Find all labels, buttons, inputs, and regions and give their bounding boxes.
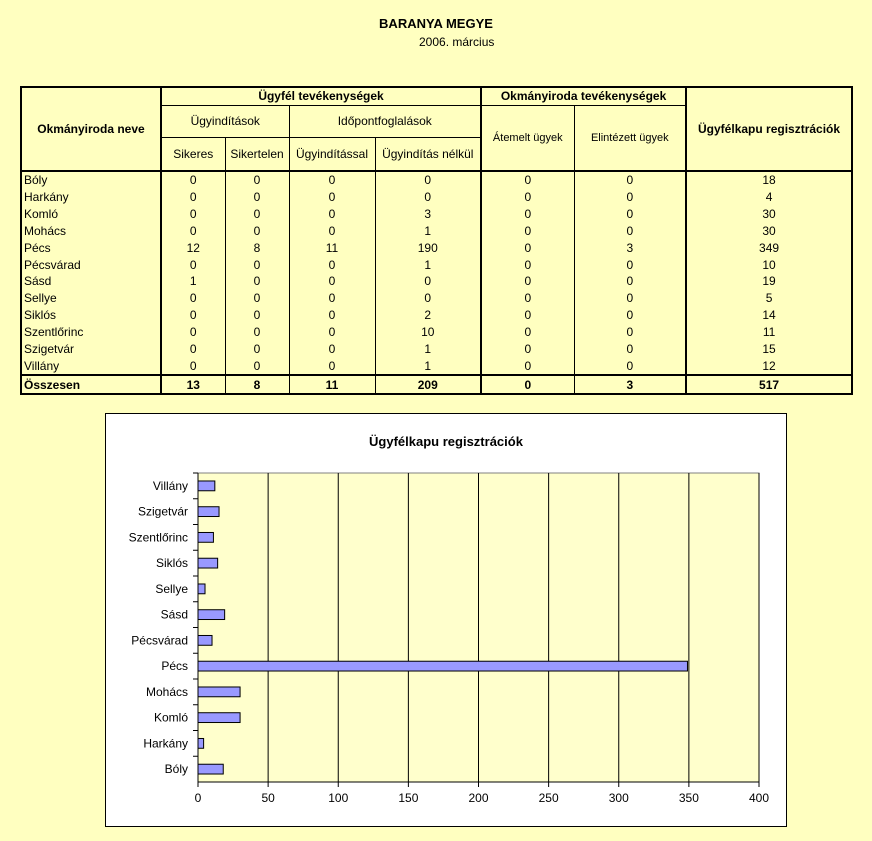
bar [198, 610, 225, 620]
value-cell: 0 [161, 206, 225, 223]
value-cell: 0 [574, 189, 686, 206]
value-cell: 0 [375, 189, 481, 206]
value-cell: 209 [375, 375, 481, 394]
header-without-case: Ügyindítás nélkül [375, 137, 481, 171]
value-cell: 0 [161, 171, 225, 189]
header-successful: Sikeres [161, 137, 225, 171]
value-cell: 0 [289, 223, 375, 240]
x-tick-label: 150 [398, 791, 419, 805]
header-transferred: Átemelt ügyek [481, 105, 574, 171]
x-tick-label: 50 [261, 791, 275, 805]
value-cell: 14 [686, 307, 852, 324]
header-group-office: Okmányiroda tevékenységek [481, 87, 686, 105]
value-cell: 0 [225, 290, 289, 307]
y-category-label: Sásd [160, 607, 188, 622]
x-tick-label: 400 [748, 791, 770, 805]
value-cell: 0 [225, 223, 289, 240]
statistics-table [20, 86, 853, 395]
value-cell: 0 [574, 340, 686, 357]
table-row [21, 171, 852, 189]
value-cell: 0 [161, 189, 225, 206]
header-appointments: Időpontfoglalások [289, 105, 481, 137]
bar [198, 738, 204, 748]
value-cell: 0 [574, 256, 686, 273]
value-cell: 4 [686, 189, 852, 206]
x-tick-label: 0 [194, 791, 202, 805]
office-name-cell: Szentlőrinc [21, 324, 161, 341]
value-cell: 0 [481, 375, 574, 394]
value-cell: 19 [686, 273, 852, 290]
value-cell: 0 [481, 223, 574, 240]
y-category-label: Sellye [155, 581, 188, 596]
bar [198, 532, 213, 542]
value-cell: 0 [161, 340, 225, 357]
value-cell: 1 [375, 340, 481, 357]
value-cell: 517 [686, 375, 852, 394]
value-cell: 8 [225, 375, 289, 394]
x-tick-label: 200 [468, 791, 489, 805]
y-category-label: Mohács [145, 684, 188, 699]
table-total-row [21, 375, 852, 394]
value-cell: 0 [481, 324, 574, 341]
x-tick-label: 250 [538, 791, 559, 805]
table-row [21, 290, 852, 307]
header-case-start: Ügyindítások [161, 105, 289, 137]
value-cell: 0 [225, 256, 289, 273]
header-office-name: Okmányiroda neve [21, 87, 161, 171]
office-name-cell: Mohács [21, 223, 161, 240]
y-category-label: Villány [152, 478, 188, 493]
bar [198, 635, 212, 645]
value-cell: 0 [161, 223, 225, 240]
value-cell: 0 [289, 307, 375, 324]
value-cell: 10 [686, 256, 852, 273]
page-subtitle: 2006. március [419, 35, 495, 49]
chart-title: Ügyfélkapu regisztrációk [369, 434, 523, 449]
office-name-cell: Pécsvárad [21, 256, 161, 273]
value-cell: 12 [161, 239, 225, 256]
value-cell: 0 [574, 290, 686, 307]
office-name-cell: Villány [21, 357, 161, 375]
value-cell: 0 [574, 171, 686, 189]
value-cell: 0 [225, 171, 289, 189]
value-cell: 0 [161, 307, 225, 324]
office-name-cell: Pécs [21, 239, 161, 256]
y-category-label: Pécsvárad [131, 633, 188, 648]
office-name-cell: Bóly [21, 171, 161, 189]
bar [198, 584, 205, 594]
value-cell: 0 [574, 206, 686, 223]
bar [198, 713, 240, 723]
value-cell: 0 [225, 340, 289, 357]
value-cell: 5 [686, 290, 852, 307]
value-cell: 0 [289, 357, 375, 375]
y-category-label: Bóly [164, 762, 188, 777]
table-row [21, 340, 852, 357]
value-cell: 11 [289, 239, 375, 256]
header-completed: Elintézett ügyek [574, 105, 686, 171]
value-cell: 0 [161, 324, 225, 341]
value-cell: 3 [574, 239, 686, 256]
value-cell: 349 [686, 239, 852, 256]
value-cell: 0 [481, 273, 574, 290]
value-cell: 0 [161, 256, 225, 273]
value-cell: 0 [161, 290, 225, 307]
value-cell: 18 [686, 171, 852, 189]
office-name-cell: Komló [21, 206, 161, 223]
y-category-label: Komló [153, 710, 188, 725]
bar [198, 764, 223, 774]
x-tick-label: 300 [608, 791, 629, 805]
value-cell: 0 [289, 206, 375, 223]
value-cell: 0 [289, 324, 375, 341]
value-cell: 30 [686, 206, 852, 223]
value-cell: 0 [289, 256, 375, 273]
value-cell: 0 [225, 307, 289, 324]
value-cell: 0 [481, 239, 574, 256]
value-cell: 1 [375, 357, 481, 375]
value-cell: 0 [225, 273, 289, 290]
value-cell: 0 [574, 307, 686, 324]
value-cell: 0 [481, 256, 574, 273]
value-cell: 15 [686, 340, 852, 357]
value-cell: 0 [289, 189, 375, 206]
table-row [21, 357, 852, 375]
value-cell: 0 [375, 171, 481, 189]
value-cell: 0 [574, 223, 686, 240]
y-category-label: Harkány [143, 736, 188, 751]
header-group-client: Ügyfél tevékenységek [161, 87, 481, 105]
office-name-cell: Harkány [21, 189, 161, 206]
office-name-cell: Sellye [21, 290, 161, 307]
bar [198, 481, 215, 491]
bar [198, 661, 687, 671]
value-cell: 0 [375, 273, 481, 290]
value-cell: 3 [375, 206, 481, 223]
y-category-label: Szigetvár [137, 504, 188, 519]
office-name-cell: Siklós [21, 307, 161, 324]
y-category-label: Siklós [155, 556, 188, 571]
value-cell: 3 [574, 375, 686, 394]
value-cell: 8 [225, 239, 289, 256]
bar [198, 507, 219, 517]
value-cell: 1 [161, 273, 225, 290]
bar-chart [106, 414, 786, 826]
value-cell: 0 [481, 307, 574, 324]
value-cell: 11 [289, 375, 375, 394]
bar [198, 687, 240, 697]
value-cell: 0 [289, 290, 375, 307]
header-unsuccessful: Sikertelen [225, 137, 289, 171]
value-cell: 0 [225, 324, 289, 341]
value-cell: 12 [686, 357, 852, 375]
value-cell: 0 [225, 357, 289, 375]
value-cell: 2 [375, 307, 481, 324]
value-cell: 0 [481, 189, 574, 206]
value-cell: 1 [375, 223, 481, 240]
bar [198, 558, 218, 568]
header-with-case: Ügyindítással [289, 137, 375, 171]
value-cell: 0 [574, 324, 686, 341]
value-cell: 1 [375, 256, 481, 273]
value-cell: 0 [225, 189, 289, 206]
value-cell: 0 [375, 290, 481, 307]
office-name-cell: Összesen [21, 375, 161, 394]
y-category-label: Pécs [161, 659, 188, 674]
chart-container [105, 413, 787, 827]
table-row [21, 307, 852, 324]
value-cell: 0 [481, 206, 574, 223]
value-cell: 0 [481, 171, 574, 189]
x-tick-label: 100 [328, 791, 349, 805]
office-name-cell: Szigetvár [21, 340, 161, 357]
value-cell: 10 [375, 324, 481, 341]
value-cell: 0 [289, 171, 375, 189]
value-cell: 30 [686, 223, 852, 240]
table-row [21, 273, 852, 290]
page-title: BARANYA MEGYE [379, 16, 493, 31]
table-row [21, 324, 852, 341]
x-tick-label: 350 [678, 791, 699, 805]
value-cell: 13 [161, 375, 225, 394]
table-row [21, 256, 852, 273]
table-row [21, 239, 852, 256]
header-registrations: Ügyfélkapu regisztrációk [686, 87, 852, 171]
value-cell: 0 [481, 340, 574, 357]
value-cell: 0 [161, 357, 225, 375]
table-row [21, 206, 852, 223]
value-cell: 0 [481, 357, 574, 375]
office-name-cell: Sásd [21, 273, 161, 290]
value-cell: 0 [289, 340, 375, 357]
value-cell: 0 [289, 273, 375, 290]
table-row [21, 189, 852, 206]
value-cell: 190 [375, 239, 481, 256]
y-category-label: Szentlőrinc [128, 530, 188, 545]
value-cell: 0 [481, 290, 574, 307]
table-row [21, 223, 852, 240]
value-cell: 0 [574, 357, 686, 375]
value-cell: 0 [574, 273, 686, 290]
value-cell: 0 [225, 206, 289, 223]
value-cell: 11 [686, 324, 852, 341]
